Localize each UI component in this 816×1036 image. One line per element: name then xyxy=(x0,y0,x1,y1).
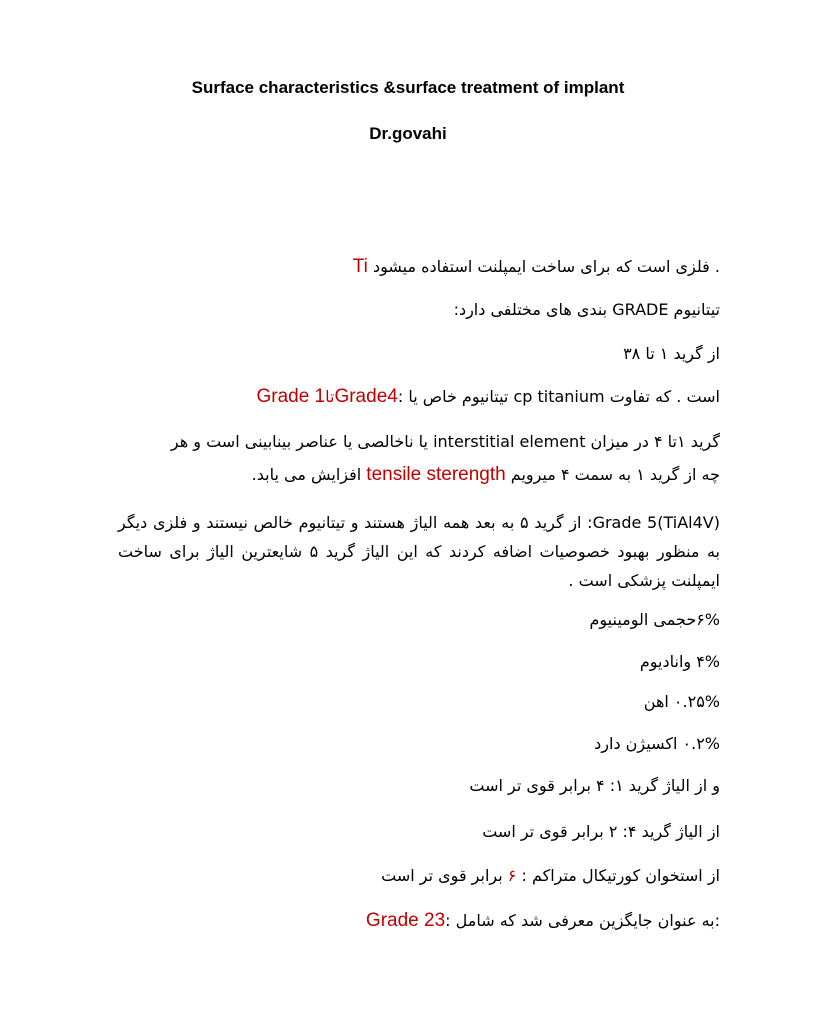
interstitial-line: گرید ۱تا ۴ در میزان interstitial element یا ناخالصی یا عناصر بینابینی است و هر xyxy=(170,432,720,451)
grade5-paragraph: (TiAl4V)Grade 5: از گرید ۵ به بعد همه الیاژ هستند و تیتانیوم خالص نیستند و فلزی دیگر به منظور بهبود خصوصیات اضافه کردند که این الیاژ گرید ۵ شایعترین الیاژ برای ساخت ایمپلنت پزشکی است . xyxy=(118,513,720,590)
bone-comparison-line xyxy=(381,866,720,885)
ti-intro-text: فلزی است که برای ساخت ایمپلنت استفاده میشود . xyxy=(367,257,720,276)
document-title: Surface characteristics &surface treatment of implant xyxy=(191,78,625,97)
grade23-text: : به عنوان جایگزین معرفی شد که شامل: xyxy=(445,911,720,930)
bone-text-b: برابر قوی تر است xyxy=(381,866,508,885)
grade1-comparison-line: و از الیاژ گرید ۱: ۴ برابر قوی تر است xyxy=(469,776,720,795)
oxygen-line: ۰.۲% اکسیژن دارد xyxy=(594,734,720,753)
bone-text-a: از استخوان کورتیکال متراکم : xyxy=(516,866,720,885)
grade23-line xyxy=(366,910,720,932)
grade1-4-text: : تیتانیوم خاص یا cp titanium است . که تفاوت xyxy=(397,387,720,406)
tensile-strength-label: tensile sterength xyxy=(366,464,506,485)
ti-label: Ti xyxy=(352,256,368,277)
ti-intro-line xyxy=(353,256,720,278)
author-name: Dr.govahi xyxy=(369,124,447,143)
tensile-text-a: چه از گرید ۱ به سمت ۴ میرویم xyxy=(505,465,720,484)
tensile-text-b: افزایش می یابد. xyxy=(251,465,367,484)
bone-factor: ۶ xyxy=(507,866,517,885)
grade1-4-line xyxy=(256,386,720,408)
grade1-label: Grade 1 xyxy=(256,386,326,407)
grade-intro-line: تیتانیوم GRADE بندی های مختلفی دارد: xyxy=(453,300,720,319)
grade4-label: Grade4 xyxy=(334,386,398,407)
grade4-comparison-line: از الیاژ گرید ۴: ۲ برابر قوی تر است xyxy=(482,822,720,841)
aluminium-line: ۶%حجمی الومینیوم xyxy=(589,610,720,629)
iron-line: ۰.۲۵% اهن xyxy=(643,692,720,711)
tensile-line xyxy=(252,464,720,486)
vanadium-line: ۴% وانادیوم xyxy=(639,652,720,671)
grade23-label: Grade 23 xyxy=(365,910,446,931)
grade-range-line: از گرید ۱ تا ۳۸ xyxy=(623,344,720,363)
to-label: تا xyxy=(325,387,335,406)
